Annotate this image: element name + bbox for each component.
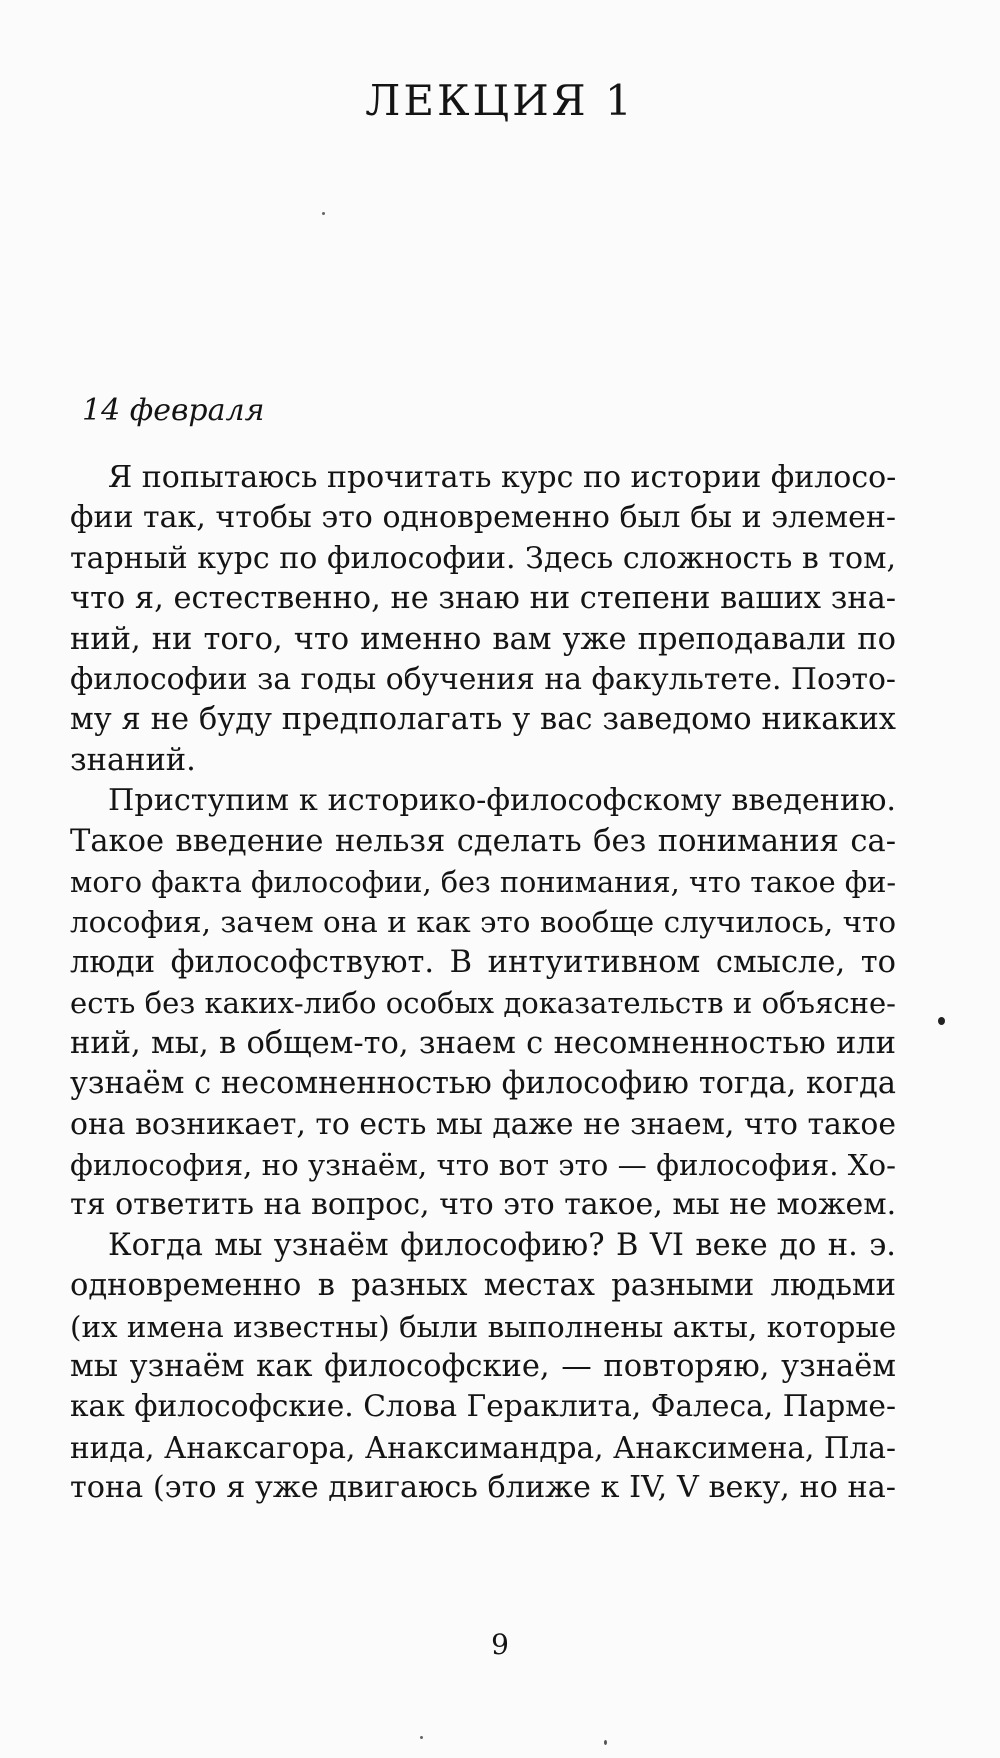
text-line: фии так, чтобы это одновременно был бы и элемен- — [70, 500, 896, 536]
text-line: лософия, зачем она и как это вообще случилось, что — [70, 905, 896, 940]
text-line: она возникает, то есть мы даже не знаем, что такое — [70, 1106, 896, 1142]
text-line: знаний. — [70, 742, 196, 778]
text-line: что я, естественно, не знаю ни степени ваших зна- — [70, 581, 896, 617]
text-line: Приступим к историко-философскому введению. — [108, 783, 896, 819]
text-line: Я попытаюсь прочитать курс по истории филосо- — [108, 460, 897, 495]
page-number: 9 — [491, 1628, 509, 1661]
text-line: тарный курс по философии. Здесь сложность в том, — [70, 540, 896, 576]
text-line: философии за годы обучения на факультете. Поэто- — [70, 662, 896, 698]
text-line: му я не буду предполагать у вас заведомо никаких — [70, 702, 896, 738]
text-line: Такое введение нельзя сделать без понимания са- — [70, 823, 896, 859]
text-line: нида, Анаксагора, Анаксимандра, Анаксимена, Пла- — [70, 1430, 896, 1465]
scan-speck — [604, 1740, 607, 1745]
text-line: люди философствуют. В интуитивном смысле, то — [70, 944, 896, 980]
text-line: ний, мы, в общем-то, знаем с несомненностью или — [70, 1025, 896, 1061]
scan-speck — [322, 212, 325, 215]
text-line: мы узнаём как философские, — повторяю, узнаём — [70, 1348, 896, 1384]
scan-speck — [420, 1736, 423, 1739]
text-line: ний, ни того, что именно вам уже преподавали по — [70, 621, 896, 657]
text-line: Когда мы узнаём философию? В VI веке до н. э. — [108, 1227, 896, 1263]
text-line: как философские. Слова Гераклита, Фалеса, Парме- — [70, 1389, 896, 1425]
body-text — [70, 458, 896, 1509]
text-line: есть без каких-либо особых доказательств и объясне- — [70, 986, 896, 1021]
text-line: тона (это я уже двигаюсь ближе к IV, V веку, но на- — [70, 1470, 896, 1506]
text-line: (их имена известны) были выполнены акты, которые — [70, 1309, 897, 1344]
text-line: мого факта философии, без понимания, что такое фи- — [70, 865, 897, 900]
text-line: тя ответить на вопрос, что это такое, мы не можем. — [70, 1187, 897, 1223]
chapter-title: ЛЕКЦИЯ 1 — [365, 76, 635, 125]
lecture-date: 14 февраля — [82, 393, 265, 428]
text-line: философия, но узнаём, что вот это — философия. Хо- — [70, 1147, 896, 1182]
text-line: узнаём с несомненностью философию тогда, когда — [70, 1066, 896, 1102]
scan-speck — [938, 1017, 945, 1025]
text-line: одновременно в разных местах разными людьми — [70, 1268, 896, 1304]
